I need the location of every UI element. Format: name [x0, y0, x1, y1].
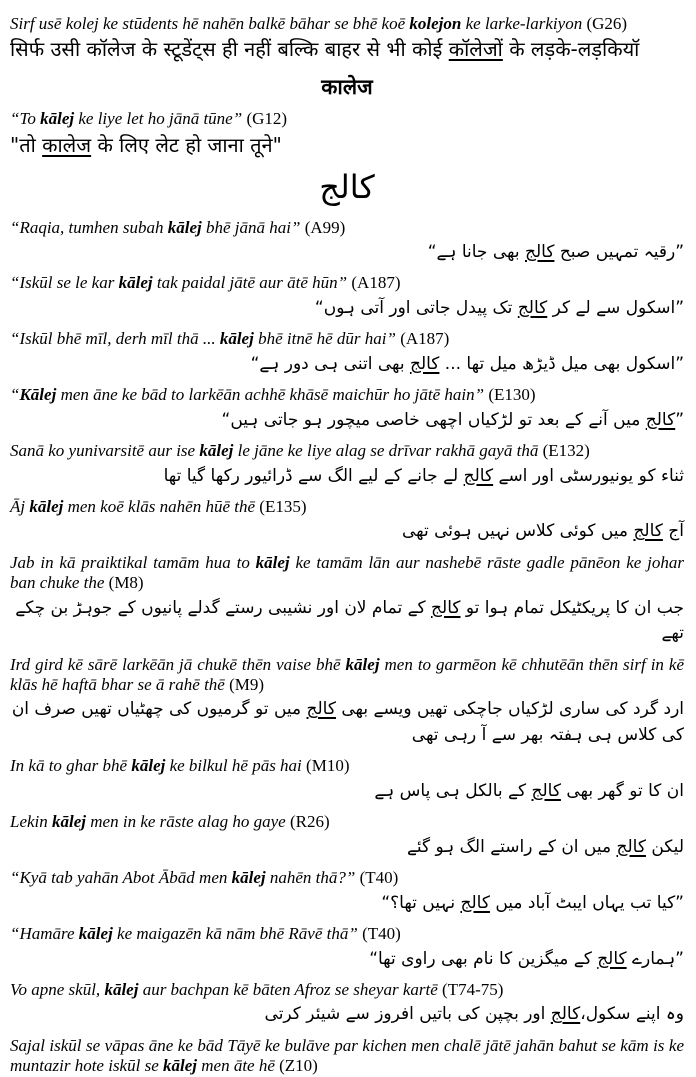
- text-segment: “Hamāre: [10, 924, 79, 944]
- urdu-line: [10, 408, 684, 434]
- text-segment: ”کیا تب یہاں ایبٹ آباد میں: [489, 892, 684, 913]
- urdu-line: [10, 1002, 684, 1028]
- source-ref: (E130): [484, 385, 536, 405]
- transliteration-line: [10, 756, 684, 776]
- source-ref: (M10): [301, 756, 350, 776]
- urdu-headword: [10, 165, 684, 210]
- bold-keyword: kālej: [167, 217, 202, 237]
- source-ref: (M8): [104, 573, 144, 593]
- transliteration-line: [10, 868, 684, 888]
- text-segment: ”اسکول سے لے کر: [547, 297, 684, 318]
- text-segment: tak paidal jātē aur ātē hūn”: [152, 273, 348, 293]
- text-segment: Lekin: [10, 812, 53, 832]
- transliteration-line: [10, 924, 684, 944]
- transliteration-line: [10, 655, 684, 696]
- text-segment: nahēn thā?”: [265, 868, 356, 888]
- text-segment: Sanā ko yunivarsitē aur ise: [10, 441, 200, 461]
- source-ref: (G12): [242, 109, 288, 129]
- bold-keyword: kālej: [118, 273, 153, 293]
- underlined-term: کالج: [633, 521, 663, 542]
- text-segment: Āj: [10, 497, 30, 517]
- urdu-line: [10, 891, 684, 917]
- text-segment: ke tamām lān aur nashebē rāste gadle pānēon ke johar ban chuke the: [10, 552, 684, 593]
- text-segment: Sirf usē kolej ke stūdents hē nahēn balkē bāhar se bhē koē: [10, 14, 410, 33]
- text-segment: “To: [10, 109, 41, 129]
- urdu-line: [10, 947, 684, 973]
- text-segment: “Iskūl bhē mīl, derh mīl thā ...: [10, 329, 220, 349]
- bold-keyword: kālej: [52, 812, 87, 832]
- bold-keyword: kālej: [29, 497, 64, 517]
- text-segment: ثناء کو یونیورسٹی اور اسے: [493, 465, 684, 486]
- text-segment: "तो: [10, 132, 43, 157]
- source-ref: (A187): [395, 329, 450, 349]
- text-segment: Ird gird kē sārē larkēān jā chukē thēn vaise bhē: [10, 654, 346, 674]
- text-segment: تک پیدل جاتی اور آتی ہوں“: [314, 297, 518, 318]
- urdu-line: [10, 697, 684, 748]
- source-ref: (A99): [300, 217, 346, 237]
- text-segment: men koē klās nahēn hūē thē: [63, 497, 256, 517]
- bold-keyword: kālej: [231, 868, 266, 888]
- text-segment: ke maigazēn kā nām bhē Rāvē thā”: [112, 924, 358, 944]
- bold-keyword: kālej: [131, 756, 166, 776]
- text-segment: بھی اتنی ہی دور ہے“: [250, 353, 410, 374]
- underlined-term: کالج: [645, 409, 676, 430]
- text-segment: کے بالکل ہی پاس ہے: [374, 780, 532, 801]
- transliteration-line: [10, 1036, 684, 1077]
- underlined-term: کالج: [517, 297, 548, 318]
- bold-keyword: kālej: [345, 654, 380, 674]
- underlined-term: कॉलेजों: [448, 37, 503, 62]
- text-segment: के लड़के-लड़कियॉ: [502, 37, 640, 62]
- transliteration-line: [10, 812, 684, 832]
- underlined-term: کالج: [409, 353, 440, 374]
- text-segment: اور بچپن کی باتیں افروز سے شیئر کرتی: [264, 1004, 551, 1025]
- text-segment: نہیں تھا؟“: [381, 892, 461, 913]
- text-segment: کالج: [319, 167, 375, 206]
- text-segment: कालेज: [321, 75, 373, 100]
- text-segment: ان کا تو گھر بھی: [560, 780, 684, 801]
- text-segment: bhē jānā hai”: [201, 217, 301, 237]
- text-segment: میں ان کے راستے الگ ہو گئے: [406, 836, 617, 857]
- text-segment: men in ke rāste alag ho gaye: [86, 812, 286, 832]
- text-segment: جب ان کا پریکٹیکل تمام ہوا تو: [460, 597, 684, 618]
- text-segment: aur bachpan kē bāten Afroz se sheyar kartē: [138, 980, 438, 1000]
- text-segment: “Iskūl se le kar: [10, 273, 119, 293]
- bold-keyword: kālej: [78, 924, 113, 944]
- text-segment: لیکن: [645, 836, 684, 857]
- urdu-line: [10, 240, 684, 266]
- urdu-line: [10, 519, 684, 545]
- transliteration-line: [10, 273, 684, 293]
- text-segment: के लिए लेट हो जाना तूने": [91, 132, 282, 157]
- source-ref: (M9): [224, 675, 265, 695]
- transliteration-line: [10, 329, 684, 349]
- text-segment: men āne ke bād to larkēān achhē khāsē maichūr ho jātē hain”: [56, 385, 485, 405]
- underlined-term: कालेज: [42, 132, 92, 157]
- text-segment: ”ہمارے: [626, 948, 684, 969]
- transliteration-line: [10, 441, 684, 461]
- source-ref: (E135): [255, 497, 307, 517]
- text-segment: ”: [675, 409, 684, 430]
- text-segment: “Raqia, tumhen subah: [10, 217, 168, 237]
- text-segment: میں تو گرمیوں کی چھٹیاں تھیں صرف ان کی کلاس ہی ہفتہ بھر سے آ رہی تھی: [11, 699, 684, 745]
- text-segment: وہ اپنے سکول،: [580, 1004, 684, 1025]
- underlined-term: کالج: [524, 241, 555, 262]
- transliteration-line: [10, 14, 684, 34]
- text-segment: ارد گرد کی ساری لڑکیاں جاچکی تھیں ویسے بھی: [335, 699, 684, 720]
- bold-keyword: kālej: [219, 329, 254, 349]
- source-ref: (T40): [355, 868, 399, 888]
- text-segment: کے تمام لان اور نشیبی رستے گدلے پانیوں کے جوہڑ بن چکے تھے: [15, 597, 684, 644]
- text-segment: “Kyā tab yahān Abot Ābād men: [10, 868, 232, 888]
- text-segment: ke liye let ho jānā tūne”: [74, 109, 243, 129]
- hindi-line: [10, 37, 684, 61]
- hindi-headword: [10, 73, 684, 101]
- underlined-term: کالج: [460, 892, 490, 913]
- text-segment: le jāne ke liye alag se drīvar rakhā gayā thā: [233, 441, 539, 461]
- bold-keyword: kālej: [104, 980, 139, 1000]
- source-ref: (E132): [538, 441, 590, 461]
- transliteration-line: [10, 553, 684, 594]
- underlined-term: کالج: [306, 699, 336, 720]
- urdu-line: [10, 352, 684, 378]
- text-segment: bhē itnē hē dūr hai”: [253, 329, 396, 349]
- transliteration-line: [10, 497, 684, 517]
- text-segment: men āte hē: [197, 1056, 275, 1076]
- text-segment: آج: [662, 521, 684, 542]
- urdu-line: [10, 835, 684, 861]
- text-segment: میں کوئی کلاس نہیں ہوئی تھی: [401, 521, 634, 542]
- transliteration-line: [10, 385, 684, 405]
- hindi-line: [10, 133, 684, 157]
- text-segment: لے جانے کے لیے الگ سے ڈرائیور رکھا گیا تھا: [163, 465, 464, 486]
- underlined-term: کالج: [616, 836, 646, 857]
- text-segment: ”اسکول بھی میل ڈیڑھ میل تھا ...: [439, 353, 684, 374]
- text-segment: ke bilkul hē pās hai: [165, 756, 302, 776]
- text-segment: Sajal iskūl se vāpas āne ke bād Tāyē ke bulāve par kichen men chalē jātē jahān bahut se kām is ke muntazir hote iskūl se: [10, 1035, 684, 1076]
- text-segment: सिर्फ उसी कॉलेज के स्टूडेंट्स ही नहीं बल्कि बाहर से भी कोई: [10, 37, 449, 62]
- source-ref: (T40): [357, 924, 401, 944]
- source-ref: (G26): [582, 14, 628, 33]
- underlined-term: کالج: [531, 780, 561, 801]
- transliteration-line: [10, 109, 684, 129]
- text-segment: ke larke-larkiyon: [461, 14, 583, 33]
- underlined-term: کالج: [463, 465, 494, 486]
- text-segment: میں آنے کے بعد تو لڑکیاں اچھی خاصی میچور ہو جاتی ہیں“: [221, 409, 646, 430]
- text-segment: Jab in kā praiktikal tamām hua to: [10, 552, 256, 572]
- urdu-line: [10, 296, 684, 322]
- bold-keyword: kālej: [199, 441, 234, 461]
- transliteration-line: [10, 980, 684, 1000]
- text-segment: In kā to ghar bhē: [10, 756, 132, 776]
- urdu-line: [10, 464, 684, 490]
- text-segment: کے میگزین کا نام بھی راوی تھا“: [369, 948, 598, 969]
- text-segment: men to garmēon kē chhutēān thēn sirf in kē klās hē haftā bhar se ā rahē thē: [10, 654, 684, 695]
- source-ref: (R26): [285, 812, 330, 832]
- text-segment: “: [10, 385, 20, 405]
- text-segment: Vo apne skūl,: [10, 980, 105, 1000]
- urdu-line: [10, 596, 684, 647]
- urdu-line: [10, 779, 684, 805]
- bold-keyword: kālej: [163, 1056, 197, 1076]
- source-ref: (T74-75): [437, 980, 504, 1000]
- underlined-term: کالج: [550, 1004, 581, 1025]
- source-ref: (Z10): [274, 1056, 318, 1076]
- text-segment: ”رقیہ تمہیں صبح: [554, 241, 684, 262]
- underlined-term: کالج: [431, 597, 461, 618]
- underlined-term: کالج: [597, 948, 627, 969]
- text-segment: بھی جانا ہے“: [427, 241, 525, 262]
- source-ref: (A187): [347, 273, 401, 293]
- transliteration-line: [10, 218, 684, 238]
- bold-keyword: kolejon: [409, 14, 462, 33]
- bold-keyword: kālej: [40, 109, 75, 129]
- bold-keyword: kālej: [255, 552, 290, 572]
- bold-keyword: Kālej: [19, 385, 57, 405]
